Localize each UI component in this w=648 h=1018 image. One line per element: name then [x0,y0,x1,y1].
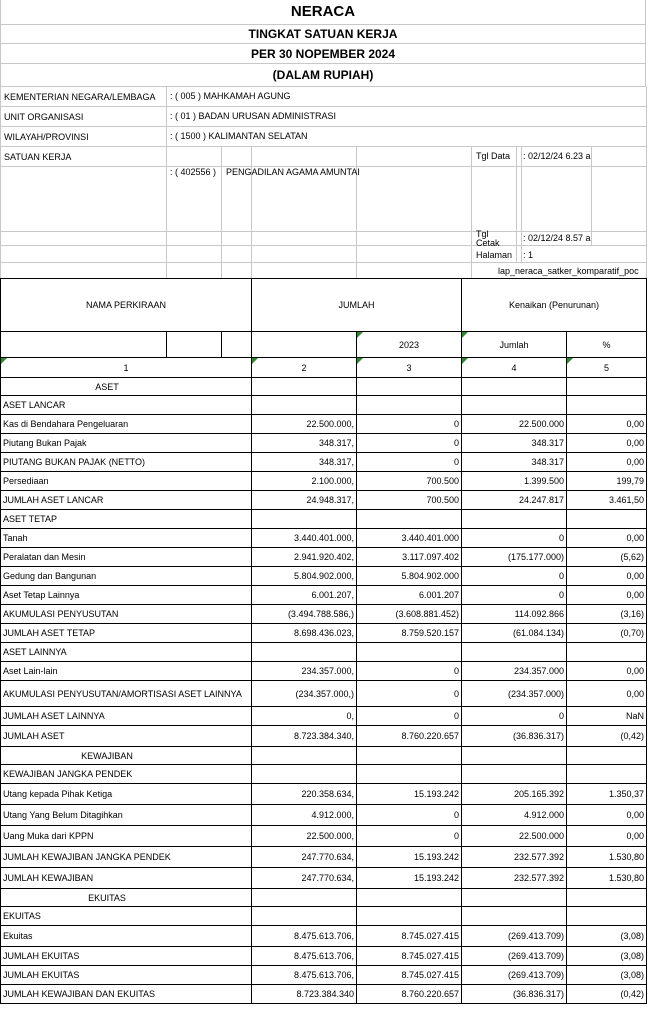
col-jumlah-sub: Jumlah [462,332,567,358]
empty-cell [252,378,357,396]
account-name: AKUMULASI PENYUSUTAN [1,605,252,624]
value-v4: 348.317 [462,453,567,472]
account-name: Utang Yang Belum Ditagihkan [1,805,252,826]
table-row [1,784,647,805]
value-v2: (3.494.788.586,) [252,605,357,624]
satker-name: PENGADILAN AGAMA AMUNTAI [226,167,360,177]
subsection-heading: ASET TETAP [1,510,252,529]
empty-cell [567,510,647,529]
account-name: JUMLAH KEWAJIBAN [1,868,252,889]
table-row [1,643,647,662]
wilayah-value: : ( 1500 ) KALIMANTAN SELATAN [170,131,308,141]
table-row [1,567,647,586]
empty-cell [357,510,462,529]
value-v4: 0 [462,586,567,605]
subsection-heading: EKUITAS [1,907,252,926]
account-name: JUMLAH ASET TETAP [1,624,252,643]
account-name: Peralatan dan Mesin [1,548,252,567]
account-name: JUMLAH KEWAJIBAN JANGKA PENDEK [1,847,252,868]
value-v2: 8.475.613.706, [252,947,357,966]
table-row [1,434,647,453]
value-v3: 15.193.242 [357,868,462,889]
table-row [1,605,647,624]
value-v2: 247.770.634, [252,868,357,889]
tgl-cetak-label: Tgl Cetak [476,229,500,248]
value-v3: 6.001.207 [357,586,462,605]
value-v4: (269.413.709) [462,947,567,966]
empty-cell [462,907,567,926]
table-row [1,926,647,947]
value-v5: 0,00 [567,586,647,605]
cell-marker [567,358,573,364]
value-v5: (5,62) [567,548,647,567]
empty-cell [357,643,462,662]
value-v2: 0, [252,707,357,726]
grid-line [0,87,1,278]
grid-line [221,146,222,278]
account-name: Gedung dan Bangunan [1,567,252,586]
table-row [1,826,647,847]
value-v5: (0,42) [567,726,647,747]
empty-cell [462,765,567,784]
unit-value: : ( 01 ) BADAN URUSAN ADMINISTRASI [170,111,337,121]
grid-line [0,245,647,246]
account-name: Tanah [1,529,252,548]
tgl-data-value: : 02/12/24 6.23 a [523,151,591,161]
empty-cell [462,889,567,907]
value-v3: 700.500 [357,491,462,510]
account-name: Kas di Bendahara Pengeluaran [1,415,252,434]
section-heading: ASET [1,378,252,396]
account-name: JUMLAH ASET [1,726,252,747]
empty-cell [462,510,567,529]
empty-cell [357,396,462,415]
value-v3: 3.117.097.402 [357,548,462,567]
value-v2: 247.770.634, [252,847,357,868]
table-row [1,947,647,966]
value-v3: 8.745.027.415 [357,947,462,966]
value-v5: (0,70) [567,624,647,643]
empty-cell [357,907,462,926]
cell-marker [252,358,258,364]
value-v2: 8.723.384.340, [252,726,357,747]
col-number-4: 4 [462,358,567,378]
value-v3: 700.500 [357,472,462,491]
table-row [1,396,647,415]
account-name: AKUMULASI PENYUSUTAN/AMORTISASI ASET LAINNYA [1,681,252,707]
empty-cell [462,747,567,765]
grid-line [646,87,647,278]
halaman-label: Halaman [476,250,513,260]
value-v4: 348.317 [462,434,567,453]
table-row [1,681,647,707]
value-v5: NaN [567,707,647,726]
empty-cell [357,747,462,765]
report-level: TINGKAT SATUAN KERJA [0,25,646,44]
satker-code: : ( 402556 ) [170,167,217,177]
grid-line [0,262,647,263]
account-name: JUMLAH EKUITAS [1,966,252,985]
value-v2: 8.475.613.706, [252,966,357,985]
value-v5: 3.461,50 [567,491,647,510]
satker-label: SATUAN KERJA [4,152,72,162]
wilayah-label: WILAYAH/PROVINSI [4,132,89,142]
table-row [1,907,647,926]
account-name: Utang kepada Pihak Ketiga [1,784,252,805]
table-row [1,966,647,985]
value-v5: 1.350,37 [567,784,647,805]
table-row [1,868,647,889]
value-v3: (3.608.881.452) [357,605,462,624]
value-v2: 8.698.436.023, [252,624,357,643]
col-jumlah: JUMLAH [252,279,462,332]
report-period: PER 30 NOPEMBER 2024 [0,44,646,64]
account-name: Aset Lain-lain [1,662,252,681]
table-row [1,624,647,643]
section-heading: EKUITAS [1,889,252,907]
value-v2: 234.357.000, [252,662,357,681]
table-row [1,453,647,472]
account-name: PIUTANG BUKAN PAJAK (NETTO) [1,453,252,472]
section-heading: KEWAJIBAN [1,747,252,765]
value-v4: 24.247.817 [462,491,567,510]
value-v4: 0 [462,707,567,726]
cell-marker [357,332,363,338]
grid-line [356,146,357,278]
value-v2: 2.100.000, [252,472,357,491]
value-v2: 348.317, [252,453,357,472]
halaman-value: : 1 [523,250,534,260]
value-v2: 6.001.207, [252,586,357,605]
value-v5: 199,79 [567,472,647,491]
value-v4: 232.577.392 [462,847,567,868]
grid-line [516,146,517,262]
tgl-cetak-value: : 02/12/24 8.57 a [523,233,591,243]
table-row [1,415,647,434]
value-v5: 0,00 [567,662,647,681]
value-v5: 0,00 [567,567,647,586]
empty-cell [462,643,567,662]
report-title: NERACA [0,0,646,25]
value-v5: 0,00 [567,681,647,707]
table-row [1,548,647,567]
value-v3: 0 [357,707,462,726]
value-v4: (269.413.709) [462,926,567,947]
value-v5: (3,08) [567,947,647,966]
empty-cell [567,765,647,784]
value-v4: (36.836.317) [462,726,567,747]
value-v4: (175.177.000) [462,548,567,567]
col-kenaikan: Kenaikan (Penurunan) [462,279,647,332]
empty-cell [567,889,647,907]
empty-cell [567,747,647,765]
subsection-heading: KEWAJIBAN JANGKA PENDEK [1,765,252,784]
table-row [1,586,647,605]
value-v3: 0 [357,415,462,434]
value-v5: (3,08) [567,926,647,947]
value-v2: 3.440.401.000, [252,529,357,548]
balance-sheet-table [0,278,647,1004]
empty-cell [252,332,357,358]
value-v3: 8.759.520.157 [357,624,462,643]
grid-line [0,126,647,127]
empty-cell [252,510,357,529]
value-v2: 5.804.902.000, [252,567,357,586]
grid-line [251,146,252,278]
value-v5: 0,00 [567,529,647,548]
col-nama-perkiraan: NAMA PERKIRAAN [1,279,252,332]
cell-marker [462,358,468,364]
value-v4: 22.500.000 [462,826,567,847]
cell-marker [357,358,363,364]
value-v5: (3,08) [567,966,647,985]
value-v2: 24.948.317, [252,491,357,510]
value-v3: 0 [357,681,462,707]
value-v3: 8.760.220.657 [357,726,462,747]
value-v4: 234.357.000 [462,662,567,681]
grid-line [0,231,647,232]
empty-cell [462,396,567,415]
value-v3: 0 [357,826,462,847]
col-number-1: 1 [1,358,252,378]
value-v5: 0,00 [567,453,647,472]
report-id: lap_neraca_satker_komparatif_poc [498,266,639,276]
value-v4: (61.084.134) [462,624,567,643]
value-v3: 5.804.902.000 [357,567,462,586]
value-v2: 2.941.920.402, [252,548,357,567]
grid-line [471,146,472,278]
table-row [1,889,647,907]
cell-marker [462,332,468,338]
value-v3: 8.745.027.415 [357,966,462,985]
table-row [1,847,647,868]
account-name: JUMLAH ASET LANCAR [1,491,252,510]
table-row [1,472,647,491]
account-name: Persediaan [1,472,252,491]
grid-line [0,106,647,107]
column-subheader-row [1,332,647,358]
empty-cell [222,332,252,358]
value-v4: 22.500.000 [462,415,567,434]
empty-cell [357,765,462,784]
cell-marker [1,358,7,364]
table-row [1,765,647,784]
value-v3: 0 [357,805,462,826]
col-year: 2023 [357,332,462,358]
empty-cell [567,907,647,926]
col-number-5: 5 [567,358,647,378]
value-v5: 0,00 [567,434,647,453]
value-v4: 1.399.500 [462,472,567,491]
column-number-row [1,358,647,378]
empty-cell [167,332,222,358]
account-name: Uang Muka dari KPPN [1,826,252,847]
value-v4: 114.092.866 [462,605,567,624]
value-v5: (3,16) [567,605,647,624]
empty-cell [252,643,357,662]
table-row [1,662,647,681]
table-row [1,491,647,510]
empty-cell [252,396,357,415]
empty-cell [252,765,357,784]
grid-line [591,146,592,246]
value-v3: 15.193.242 [357,784,462,805]
empty-cell [357,889,462,907]
col-number-3: 3 [357,358,462,378]
table-row [1,805,647,826]
value-v4: 232.577.392 [462,868,567,889]
value-v3: 0 [357,434,462,453]
value-v4: 0 [462,567,567,586]
value-v2: 8.475.613.706, [252,926,357,947]
empty-cell [252,907,357,926]
value-v5: (0,42) [567,985,647,1004]
table-row [1,985,647,1004]
value-v3: 3.440.401.000 [357,529,462,548]
table-row [1,510,647,529]
column-header-row [1,279,647,332]
value-v2: 4.912.000, [252,805,357,826]
value-v5: 1.530,80 [567,868,647,889]
unit-label: UNIT ORGANISASI [4,112,84,122]
value-v4: (36.836.317) [462,985,567,1004]
value-v3: 0 [357,662,462,681]
value-v5: 0,00 [567,415,647,434]
empty-cell [1,332,167,358]
value-v2: 22.500.000, [252,415,357,434]
value-v5: 0,00 [567,826,647,847]
account-name: Piutang Bukan Pajak [1,434,252,453]
table-row [1,707,647,726]
table-row [1,747,647,765]
account-name: Ekuitas [1,926,252,947]
empty-cell [252,747,357,765]
value-v2: (234.357.000,) [252,681,357,707]
value-v4: 205.165.392 [462,784,567,805]
empty-cell [567,378,647,396]
value-v5: 0,00 [567,805,647,826]
value-v3: 8.745.027.415 [357,926,462,947]
value-v4: (269.413.709) [462,966,567,985]
report-currency: (DALAM RUPIAH) [0,64,646,87]
value-v2: 348.317, [252,434,357,453]
value-v4: (234.357.000) [462,681,567,707]
value-v3: 15.193.242 [357,847,462,868]
table-row [1,726,647,747]
value-v3: 8.760.220.657 [357,985,462,1004]
value-v2: 220.358.634, [252,784,357,805]
empty-cell [462,378,567,396]
account-name: JUMLAH KEWAJIBAN DAN EKUITAS [1,985,252,1004]
empty-cell [357,378,462,396]
table-row [1,529,647,548]
value-v2: 8.723.384.340 [252,985,357,1004]
account-name: JUMLAH ASET LAINNYA [1,707,252,726]
grid-line [521,146,522,262]
empty-cell [567,643,647,662]
subsection-heading: ASET LANCAR [1,396,252,415]
value-v3: 0 [357,453,462,472]
empty-cell [252,889,357,907]
account-name: JUMLAH EKUITAS [1,947,252,966]
tgl-data-label: Tgl Data [476,151,511,161]
grid-line [166,87,167,278]
kementerian-label: KEMENTERIAN NEGARA/LEMBAGA [4,92,156,102]
value-v4: 4.912.000 [462,805,567,826]
col-pct: % [567,332,647,358]
subsection-heading: ASET LAINNYA [1,643,252,662]
account-name: Aset Tetap Lainnya [1,586,252,605]
table-row [1,378,647,396]
empty-cell [567,396,647,415]
kementerian-value: : ( 005 ) MAHKAMAH AGUNG [170,91,291,101]
value-v2: 22.500.000, [252,826,357,847]
col-number-2: 2 [252,358,357,378]
value-v5: 1.530,80 [567,847,647,868]
value-v4: 0 [462,529,567,548]
grid-line [0,146,647,147]
